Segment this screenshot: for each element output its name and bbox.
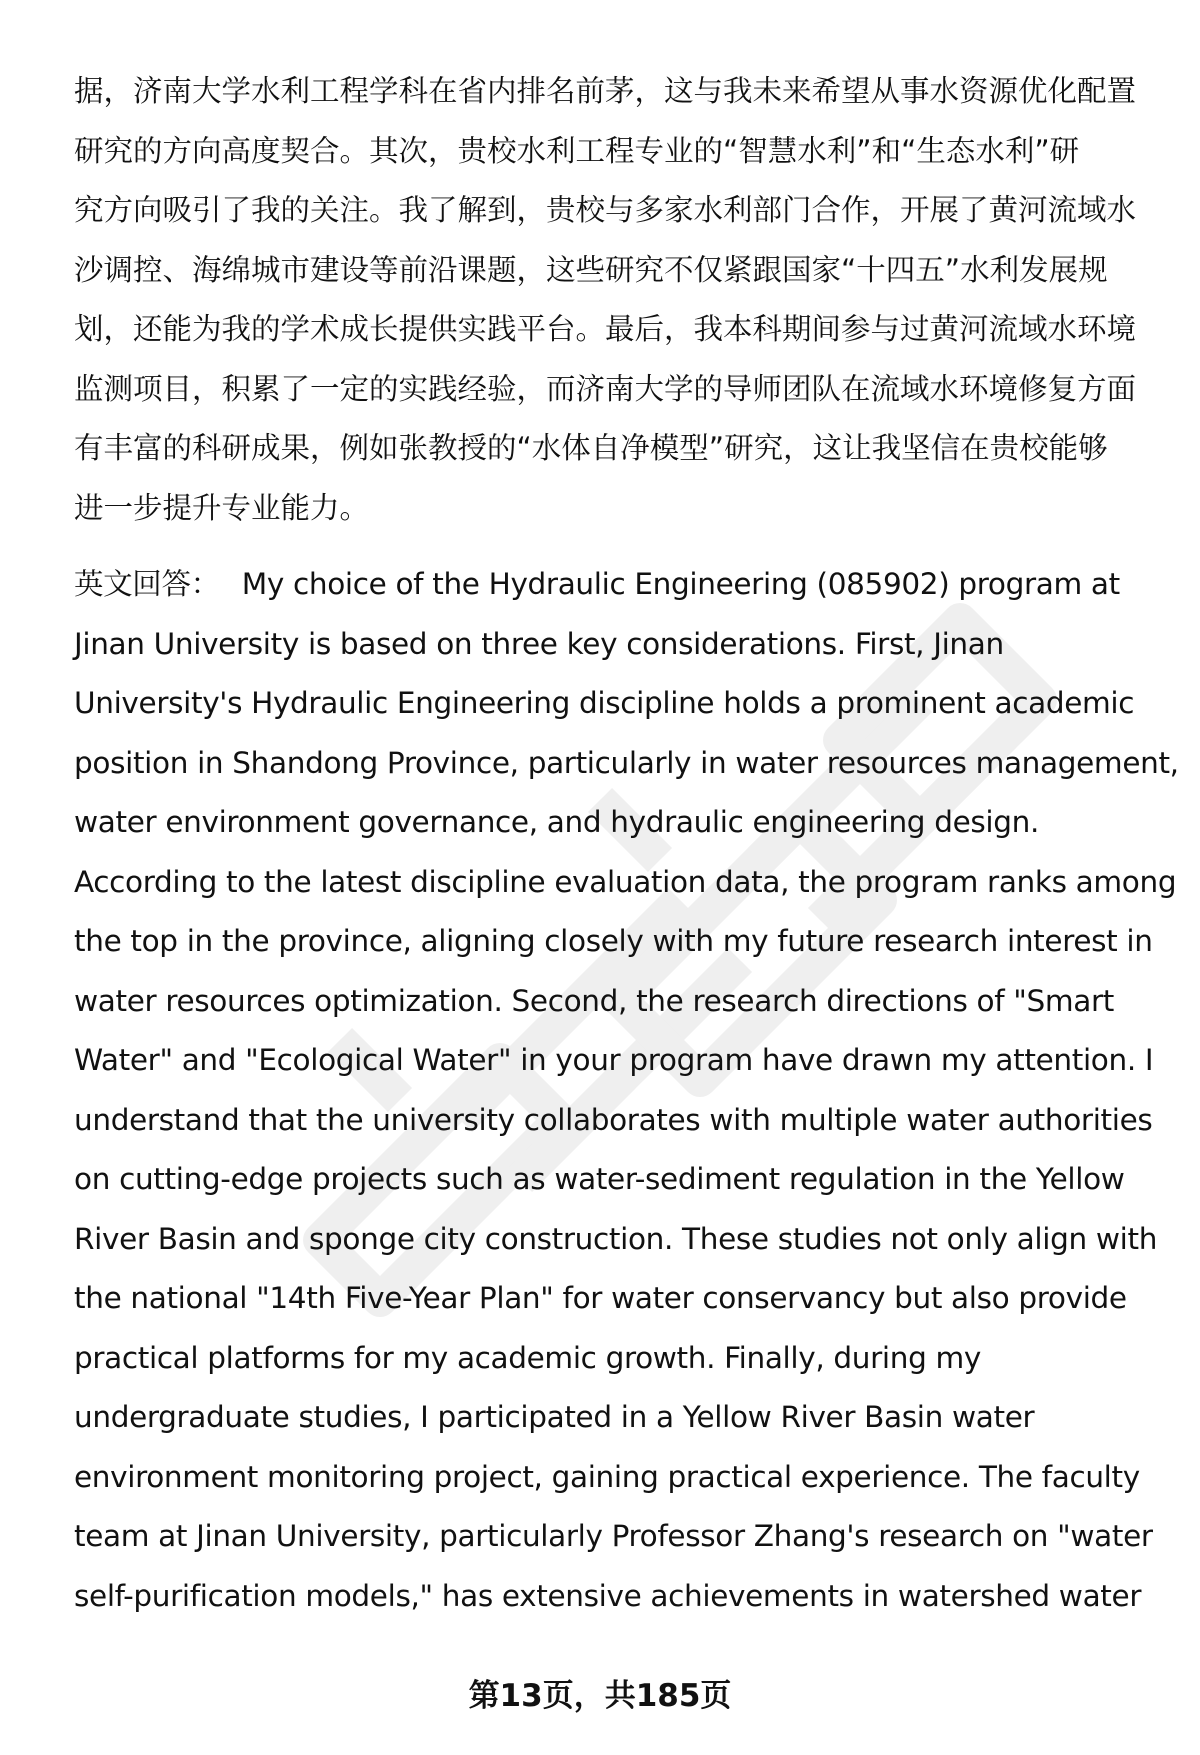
text-line <box>74 555 1164 615</box>
text-line: Jinan University is based on three key considerations. First, Jinan <box>74 626 1004 661</box>
text-line: undergraduate studies, I participated in a Yellow River Basin water <box>74 1400 1035 1434</box>
english-answer-label: 英文回答： <box>74 567 220 601</box>
text-line: the top in the province, aligning closely with my future research interest in <box>74 924 1153 958</box>
text-line: on cutting-edge projects such as water-sediment regulation in the Yellow <box>74 1162 1125 1196</box>
text-line: According to the latest discipline evaluation data, the program ranks among <box>74 864 1177 899</box>
page-number-footer: 第13页，共185页 <box>468 1678 732 1714</box>
text-line: position in Shandong Province, particularly in water resources management, <box>74 745 1179 780</box>
chinese-answer-paragraph <box>74 62 1164 538</box>
text-line: 研究的方向高度契合。其次，贵校水利工程专业的“智慧水利”和“生态水利”研 <box>74 133 1080 168</box>
text-line: understand that the university collaborates with multiple water authorities <box>74 1102 1153 1137</box>
text-line: water resources optimization. Second, the research directions of "Smart <box>74 983 1114 1018</box>
english-answer-paragraph <box>74 555 1179 1626</box>
text-line: 据，济南大学水利工程学科在省内排名前茅，这与我未来希望从事水资源优化配置 <box>74 74 1137 108</box>
document-body <box>74 62 1179 1626</box>
text-line: team at Jinan University, particularly Professor Zhang's research on "water <box>74 1519 1153 1553</box>
text-line: the national "14th Five-Year Plan" for water conservancy but also provide <box>74 1281 1127 1315</box>
text-line-content: My choice of the Hydraulic Engineering (085902) program at <box>241 567 1120 601</box>
text-line: self-purification models," has extensive achievements in watershed water <box>74 1578 1142 1613</box>
text-line: 沙调控、海绵城市建设等前沿课题，这些研究不仅紧跟国家“十四五”水利发展规 <box>74 252 1108 287</box>
text-line: 划，还能为我的学术成长提供实践平台。最后，我本科期间参与过黄河流域水环境 <box>74 312 1137 346</box>
text-line: 进一步提升专业能力。 <box>74 490 370 525</box>
text-line: University's Hydraulic Engineering discipline holds a prominent academic <box>74 686 1135 720</box>
text-line: environment monitoring project, gaining practical experience. The faculty <box>74 1459 1140 1494</box>
text-line: Water" and "Ecological Water" in your program have drawn my attention. I <box>74 1043 1154 1077</box>
text-line: water environment governance, and hydraulic engineering design. <box>74 805 1039 839</box>
text-line: River Basin and sponge city construction. These studies not only align with <box>74 1221 1158 1256</box>
text-line: 监测项目，积累了一定的实践经验，而济南大学的导师团队在流域水环境修复方面 <box>74 371 1137 406</box>
text-line: practical platforms for my academic growth. Finally, during my <box>74 1340 982 1375</box>
text-line: 有丰富的科研成果，例如张教授的“水体自净模型”研究，这让我坚信在贵校能够 <box>74 431 1108 465</box>
text-line: 究方向吸引了我的关注。我了解到，贵校与多家水利部门合作，开展了黄河流域水 <box>74 193 1137 227</box>
